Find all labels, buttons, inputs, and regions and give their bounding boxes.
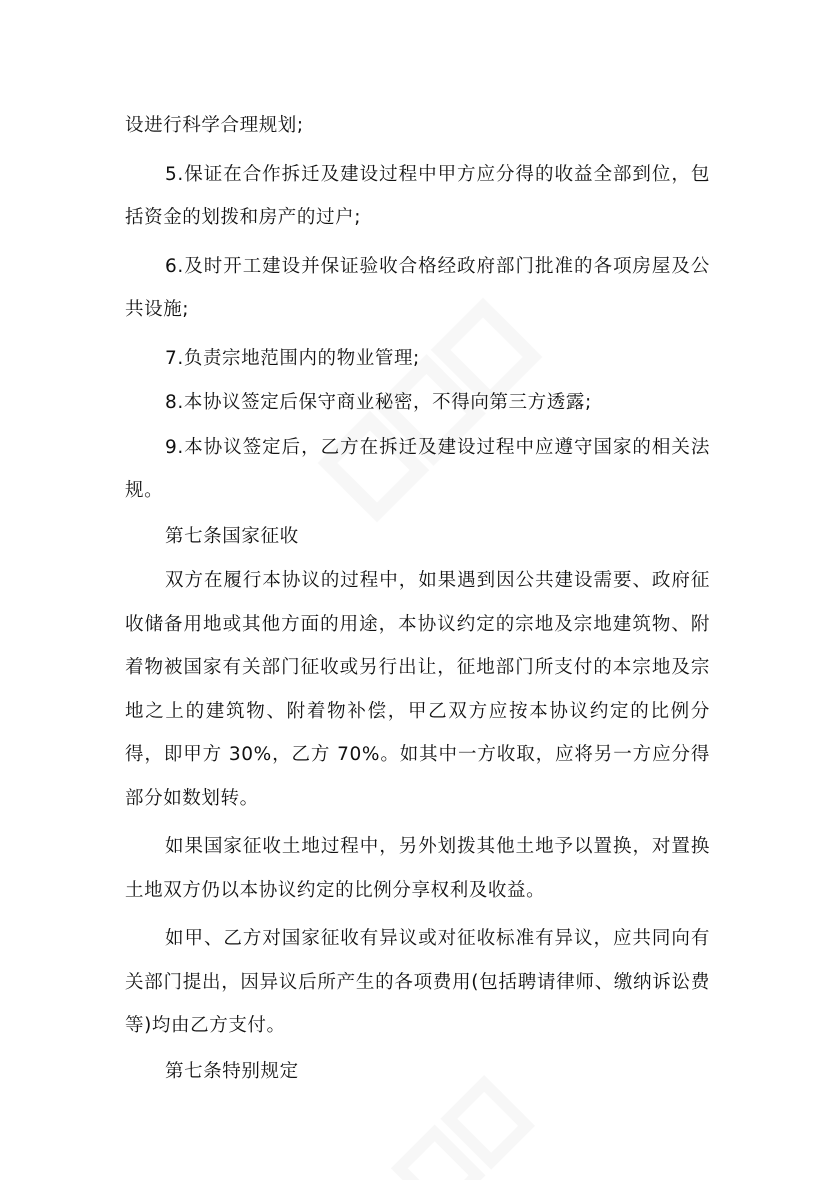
body-paragraph: 如果国家征收土地过程中，另外划拨其他土地予以置换，对置换土地双方仍以本协议约定的比例分享权利及收益。 [125,836,710,901]
list-item: 5.保证在合作拆迁及建设过程中甲方应分得的收益全部到位，包括资金的划拨和房产的过户; [125,163,710,228]
list-item: 8.本协议签定后保守商业秘密，不得向第三方透露; [165,392,592,413]
paragraph-continuation: 设进行科学合理规划; [125,115,304,136]
list-item: 9.本协议签定后，乙方在拆迁及建设过程中应遵守国家的相关法规。 [125,436,710,501]
list-item: 7.负责宗地范围内的物业管理; [165,347,420,369]
document-body [125,104,710,1094]
list-item: 6.及时开工建设并保证验收合格经政府部门批准的各项房屋及公共设施; [125,255,710,320]
body-paragraph: 如甲、乙方对国家征收有异议或对征收标准有异议，应共同向有关部门提出，因异议后所产生的各项费用(包括聘请律师、缴纳诉讼费等)均由乙方支付。 [125,928,710,1036]
section-heading: 第七条特别规定 [165,1060,299,1082]
body-paragraph: 双方在履行本协议的过程中，如果遇到因公共建设需要、政府征收储备用地或其他方面的用途，本协议约定的宗地及宗地建筑物、附着物被国家有关部门征收或另行出让，征地部门所支付的本宗地及宗地之上的建筑物、附着物补偿，甲乙双方应按本协议约定的比例分得，即甲方 30%，乙方 70%。如其中一方收取，应将另一方应分得部分如数划转。 [125,570,710,809]
section-heading: 第七条国家征收 [165,525,299,547]
